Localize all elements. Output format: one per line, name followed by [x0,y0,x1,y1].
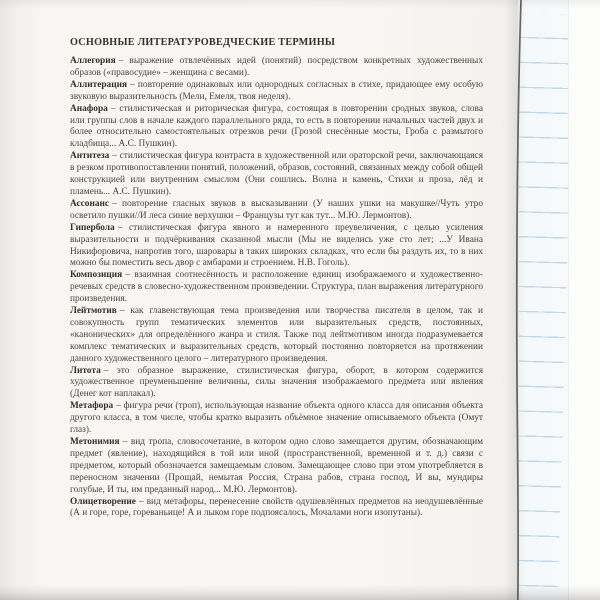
term-entry [70,497,483,521]
term-name: Лейтмотив [70,306,117,317]
term-name: Литота [70,365,101,376]
term-definition: – взаимная соотнесённость и расположение единиц изображаемого и художественно-речевых средств в словесно-художественном произведении. Структура, план выражения литературного произведения. [70,270,483,305]
page-curl-shadow [505,0,518,600]
term-definition: – стилистическая фигура явного и намеренного преувеличения, с целью усиления выразительности и подчёркивания сказанной мысли (Мы не виделись уже сто лет; ...У Ивана Никифоровича, напротив того, шаровары в таких широких складках, что если бы раздуть их, то в них можно бы поместить весь двор с амбарами и строением. Н.В. Гоголь). [70,222,483,269]
term-definition: – вид метафоры, перенесение свойств одушевлённых предметов на неодушевлённые (А и горе, горе, гореваньице! А и лыком горе подпоясалось, Мочалами ноги изопутаны). [70,496,483,519]
term-name: Ассонанс [70,198,110,209]
term-name: Гипербола [70,222,115,233]
ruled-lines [519,13,568,600]
term-definition: – вид тропа, словосочетание, в котором одно слово замещается другим, обозначающим предмет (явление), находящийся в той или иной (пространственной, временной и т. д.) связи с предметом, который обозначается замещаемым словом. Замещающее слово при этом употребляется в переносном значении (Прощай, немытая Россия, Страна рабов, страна господ, И вы, мундиры голубые, И ты, им преданный народ... М.Ю. Лермонтов). [70,437,483,495]
term-entry [70,151,483,199]
term-entry [70,56,483,80]
term-entry [70,199,483,223]
term-entry [70,104,483,152]
term-name: Аллитерация [70,79,128,90]
term-name: Композиция [70,270,123,281]
term-entry [70,366,483,402]
page-content [70,37,483,520]
term-entry [70,80,483,104]
term-definition: – фигура речи (троп), использующая название объекта одного класса для описания объекта другого класса, в том числе, чтобы кратко выразить объёмное значение описываемого объекта (Омут глаз). [70,401,483,436]
term-definition: – это образное выражение, стилистическая фигура, оборот, в котором содержится художественное преуменьшение величины, силы значения изображаемого предмета или явления (Денег кот наплакал). [70,365,483,400]
term-entry [70,401,483,437]
term-entry [70,223,483,271]
term-entry [70,270,483,306]
term-definition: – стилистическая фигура контраста в художественной или ораторской речи, заключающаяся в резком противопоставлении понятий, положений, образов, состояний, связанных между собой общей конструкцией или внутренним смыслом (Они сошлись. Волна и камень, Стихи и проза, лёд и пламень... А.С. Пушкин). [70,151,483,197]
term-definition: – стилистическая и риторическая фигура, состоящая в повторении сродных звуков, слова или группы слов в начале каждого параллельного ряда, то есть в повторении начальных частей двух и более относительно самостоятельных отрезков речи (Грозой снесённые мосты, Гроба с размытого кладбища... А.С. Пушкин). [70,103,483,150]
underlying-page-edge [568,0,600,600]
term-entry [70,437,483,497]
page-title: ОСНОВНЫЕ ЛИТЕРАТУРОВЕДЧЕСКИЕ ТЕРМИНЫ [70,37,336,48]
term-name: Олицетворение [70,496,136,507]
term-name: Анафора [70,103,108,114]
term-definition: – как главенствующая тема произведения или творчества писателя в целом, так и совокупность групп тематических элементов или выразительных средств, постоянных, «канонических» для определённого жанра и стиля. Также под лейтмотивом иногда подразумевается комплекс тематических и выразительных средств, который постоянно повторяется на протяжении данного художественного целого – литературного произведения. [70,306,483,364]
term-name: Метафора [70,401,114,412]
term-entry [70,306,483,366]
photo-bottom-shadow [0,585,600,600]
term-name: Метонимия [70,437,120,447]
term-name: Аллегория [70,56,116,66]
photo-top-shadow [0,0,600,9]
term-definition: – повторение гласных звуков в высказывании (У наших ушки на макушке//Чуть утро осветило пушки//И леса синие верхушки – Французы тут как тут... М.Ю. Лермонтов). [70,198,483,221]
term-name: Антитеза [70,151,110,162]
term-definition: – повторение одинаковых или однородных согласных в стихе, придающее ему особую звуковую выразительность (Мели, Емеля, твоя неделя). [70,79,483,102]
notebook-ruled-page [519,0,568,600]
term-definition: – выражение отвлечённых идей (понятий) посредством конкретных художественных образов («правосудие» – женщина с весами). [70,56,483,78]
